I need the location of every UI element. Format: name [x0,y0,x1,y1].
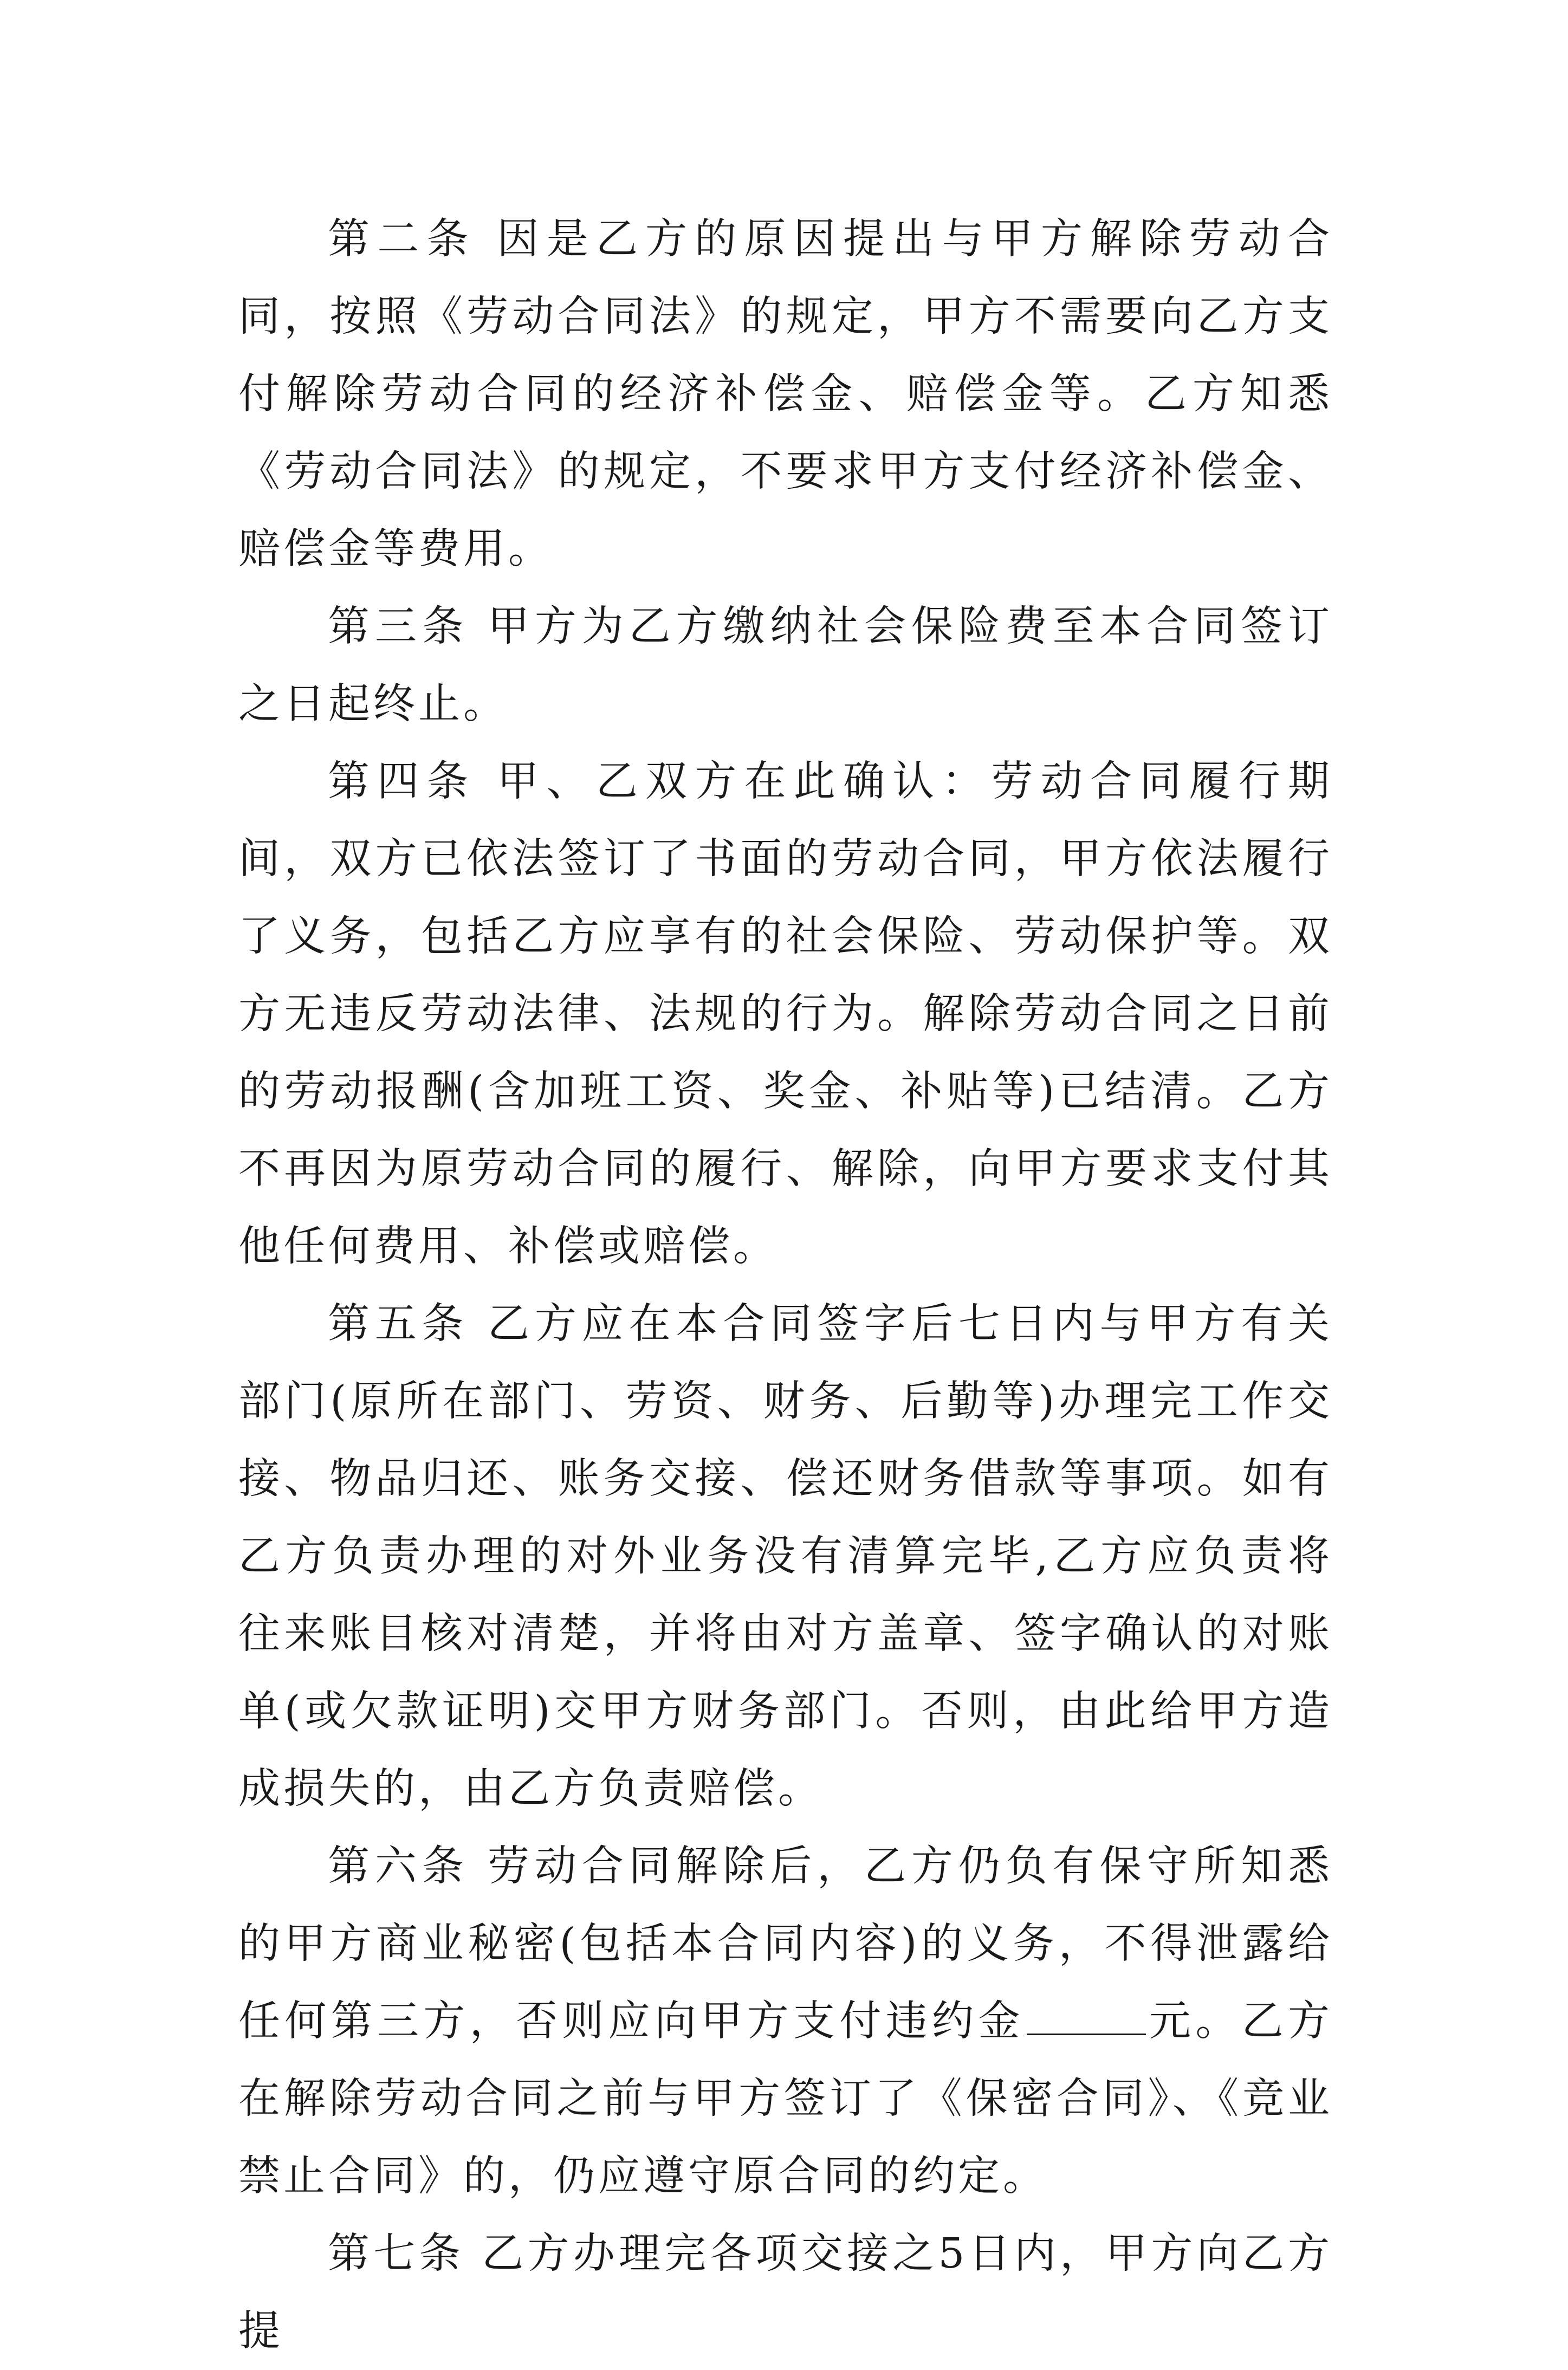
article-4: 第四条 甲、乙双方在此确认：劳动合同履行期间，双方已依法签订了书面的劳动合同，甲方依法履行了义务，包括乙方应享有的社会保险、劳动保护等。双方无违反劳动法律、法规的行为。解除劳动合同之日前的劳动报酬(含加班工资、奖金、补贴等)已结清。乙方不再因为原劳动合同的履行、解除，向甲方要求支付其他任何费用、补偿或赔偿。 [238,757,1333,1271]
article-6-text-before: 第六条 劳动合同解除后，乙方仍负有保守所知悉的甲方商业秘密(包括本合同内容)的义务，不得泄露给任何第三方，否则应向甲方支付违约金 [238,1842,1333,2045]
article-6 [238,1828,1333,2215]
article-2: 第二条 因是乙方的原因提出与甲方解除劳动合同，按照《劳动合同法》的规定，甲方不需要向乙方支付解除劳动合同的经济补偿金、赔偿金等。乙方知悉《劳动合同法》的规定，不要求甲方支付经济补偿金、赔偿金等费用。 [238,215,1333,573]
penalty-amount-blank [1027,2000,1146,2035]
article-3: 第三条 甲方为乙方缴纳社会保险费至本合同签订之日起终止。 [238,603,1333,728]
article-5: 第五条 乙方应在本合同签字后七日内与甲方有关部门(原所在部门、劳资、财务、后勤等)办理完工作交接、物品归还、账务交接、偿还财务借款等事项。如有乙方负责办理的对外业务没有清算完毕,乙方应负责将往来账目核对清楚，并将由对方盖章、签字确认的对账单(或欠款证明)交甲方财务部门。否则，由此给甲方造成损失的，由乙方负责赔偿。 [238,1300,1333,1813]
document-body [238,200,1333,2370]
article-7: 第七条 乙方办理完各项交接之5日内，甲方向乙方提 [238,2230,1333,2355]
article-6-text-after: 元。乙方在解除劳动合同之前与甲方签订了《保密合同》、《竞业禁止合同》的，仍应遵守原合同的约定。 [238,1997,1333,2200]
